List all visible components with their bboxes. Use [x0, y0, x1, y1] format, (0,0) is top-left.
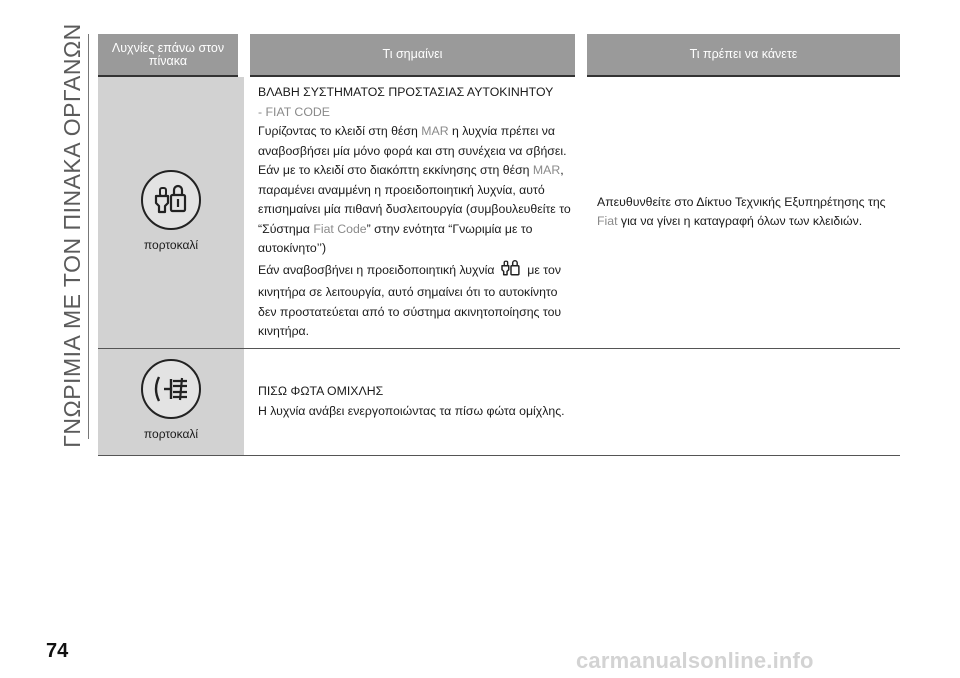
table-row — [98, 348, 900, 455]
fault-subtitle: - FIAT CODE — [258, 104, 330, 119]
lamp-cell — [98, 348, 244, 455]
fog-text: Η λυχνία ανάβει ενεργοποιώντας τα πίσω φώτα ομίχλης. — [258, 403, 565, 418]
key-position: MAR — [421, 124, 449, 138]
section-side-title — [54, 22, 90, 448]
desc-text: η λυχνία πρέπει να αναβοσβήσει μία μόνο φορά και στη συνέχεια να σβήσει. — [258, 124, 567, 158]
lamp-color-label: πορτοκαλί — [143, 426, 199, 441]
header-meaning: Τι σημαίνει — [244, 34, 581, 76]
meaning-cell — [244, 76, 581, 348]
action-text: Απευθυνθείτε στο Δίκτυο Τεχνικής Εξυπηρέτησης της — [597, 194, 886, 209]
page-number: 74 — [46, 640, 69, 662]
desc-paragraph-3 — [258, 259, 575, 342]
desc-text: Εάν αναβοσβήνει η προειδοποιητική λυχνία — [258, 262, 498, 277]
table-header-row — [98, 34, 900, 76]
desc-text: ” στην ενότητα “Γνωριμία με το αυτοκίνητο’’) — [258, 221, 533, 255]
desc-paragraph-2 — [258, 161, 575, 259]
desc-text: με τον κινητήρα σε λειτουργία, αυτό σημαίνει ότι το αυτοκίνητο δεν προστατεύεται από το σύστημα ακινητοποίησης του κινητήρα. — [258, 262, 562, 338]
side-rule — [88, 34, 89, 439]
desc-paragraph-1 — [258, 122, 575, 161]
header-lights: Λυχνίες επάνω στον πίνακα — [98, 34, 244, 76]
fiat-code-ref: Fiat Code — [313, 221, 367, 236]
immobilizer-key-lock-icon — [141, 170, 201, 230]
rear-fog-light-icon — [141, 359, 201, 419]
action-cell — [581, 76, 900, 348]
fog-title: ΠΙΣΩ ΦΩΤΑ ΟΜΙΧΛΗΣ — [258, 384, 384, 398]
lamp-cell — [98, 76, 244, 348]
meaning-cell — [244, 348, 581, 455]
lamp-color-label: πορτοκαλί — [143, 237, 199, 252]
action-cell — [581, 348, 900, 455]
desc-text: Εάν με το κλειδί στο διακόπτη εκκίνησης στη θέση — [258, 163, 533, 177]
key-position: MAR — [532, 163, 561, 177]
desc-text: , παραμένει αναμμένη η προειδοποιητική λυχνία, αυτό επισημαίνει μία πιθανή δυσλειτουργία (συμβουλευθείτε το “Σύστημα — [258, 163, 571, 236]
action-text: για να γίνει η καταγραφή όλων των κλειδιών. — [617, 214, 863, 229]
immobilizer-inline-icon — [498, 259, 524, 284]
warning-lights-table — [98, 34, 900, 456]
watermark: carmanualsonline.info — [576, 648, 814, 673]
desc-text: Γυρίζοντας το κλειδί στη θέση — [258, 124, 422, 138]
side-title-text: ΓΝΩΡΙΜΙΑ ΜΕ ΤΟΝ ΠΙΝΑΚΑ ΟΡΓΑΝΩΝ — [58, 22, 85, 448]
table-row — [98, 76, 900, 348]
fiat-brand-text: Fiat — [597, 214, 618, 229]
fault-title: ΒΛΑΒΗ ΣΥΣΤΗΜΑΤΟΣ ΠΡΟΣΤΑΣΙΑΣ ΑΥΤΟΚΙΝΗΤΟΥ — [258, 85, 554, 99]
header-action: Τι πρέπει να κάνετε — [581, 34, 900, 76]
